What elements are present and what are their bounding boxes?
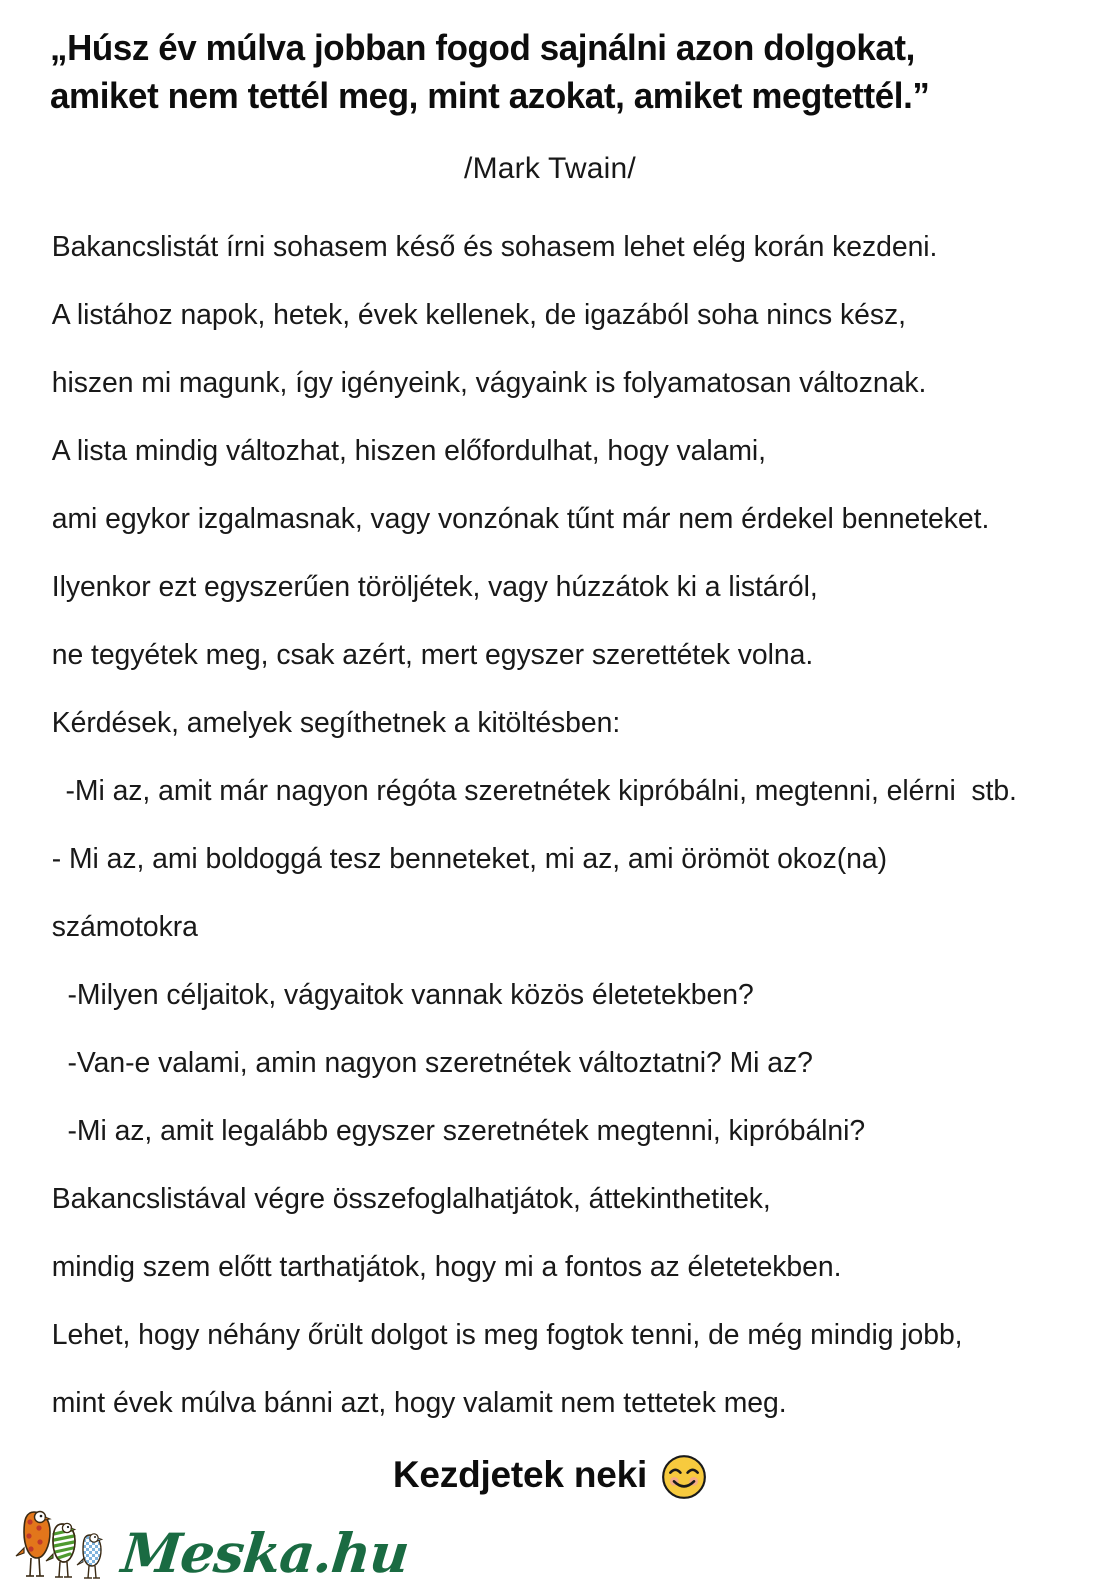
body-line: A lista mindig változhat, hiszen előfordulhat, hogy valami, [51,435,767,467]
bird-blue-checkered [77,1534,102,1578]
body-line-question: - Mi az, ami boldoggá tesz benneteket, mi az, ami örömöt okoz(na) [51,843,888,875]
body-line-questions-heading: Kérdések, amelyek segíthetnek a kitöltésben: [51,707,621,739]
quote-title-line-1: „Húsz év múlva jobban fogod sajnálni azon dolgokat, [50,27,915,68]
body-line: ami egykor izgalmasnak, vagy vonzónak tűnt már nem érdekel benneteket. [51,503,990,535]
quote-title-line-2: amiket nem tettél meg, mint azokat, amiket megtettél.” [50,74,930,116]
body-line-question: -Mi az, amit legalább egyszer szeretnétek megtenni, kipróbálni? [59,1115,866,1147]
body-line-question: -Milyen céljaitok, vágyaitok vannak közös életetekben? [59,979,754,1011]
closing-text: Kezdjetek neki [392,1454,648,1495]
body-text [0,213,1100,1437]
three-birds-icon [14,1506,118,1584]
body-line-question-continued: számotokra [51,911,198,943]
body-line: mint évek múlva bánni azt, hogy valamit nem tettetek meg. [51,1387,787,1419]
body-line: hiszen mi magunk, így igényeink, vágyaink is folyamatosan változnak. [51,367,927,399]
body-line: Lehet, hogy néhány őrült dolgot is meg fogtok tenni, de még mindig jobb, [51,1319,963,1351]
body-line: mindig szem előtt tarthatjátok, hogy mi a fontos az életetekben. [51,1251,842,1283]
bird-orange-dotted [16,1512,50,1577]
body-line: Bakancslistát írni sohasem késő és sohasem lehet elég korán kezdeni. [51,231,938,263]
quote-title [50,24,1020,120]
brand-name: Meska.hu [118,1521,412,1585]
smiling-face-with-smiling-eyes-icon [661,1454,707,1500]
watermark-logo [14,1504,412,1585]
closing-line [0,1452,1100,1498]
body-line: Ilyenkor ezt egyszerűen töröljétek, vagy húzzátok ki a listáról, [51,571,818,603]
body-line-question: -Van-e valami, amin nagyon szeretnétek változtatni? Mi az? [59,1047,813,1079]
quote-attribution: /Mark Twain/ [464,152,636,185]
body-line-question: -Mi az, amit már nagyon régóta szeretnétek kipróbálni, megtenni, elérni stb. [57,775,1017,807]
body-line: Bakancslistával végre összefoglalhatjátok, áttekinthetitek, [51,1183,771,1215]
body-line: A listához napok, hetek, évek kellenek, de igazából soha nincs kész, [51,299,906,331]
body-line: ne tegyétek meg, csak azért, mert egyszer szerettétek volna. [51,639,814,671]
